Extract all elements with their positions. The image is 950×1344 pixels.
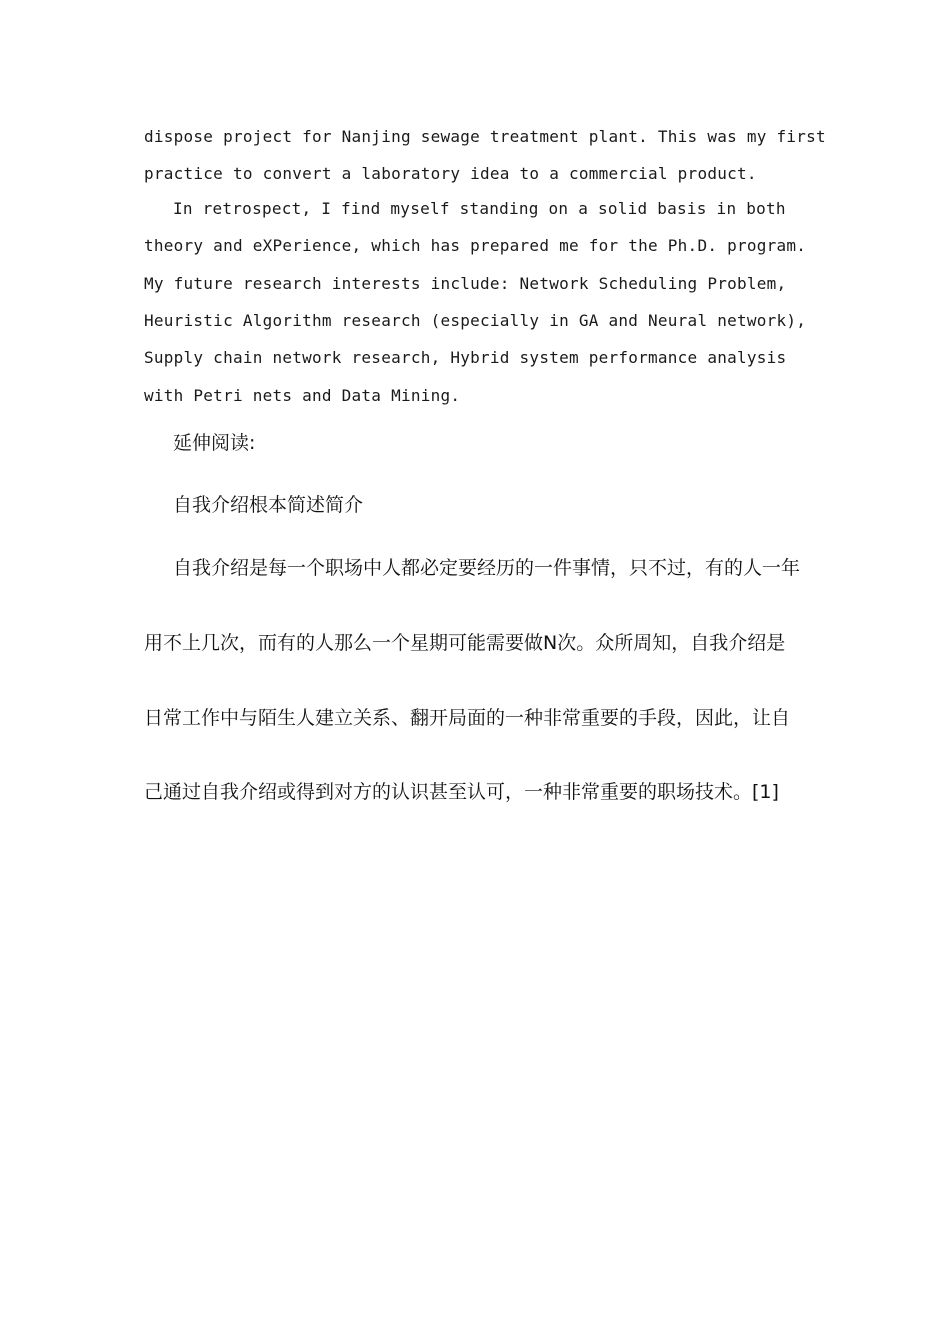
english-text-line: practice to convert a laboratory idea to a commercial product. [144, 164, 757, 183]
chinese-text-line: 用不上几次，而有的人那么一个星期可能需要做N次。众所周知，自我介绍是 [144, 632, 786, 654]
english-text-line: Supply chain network research, Hybrid system performance analysis [144, 348, 787, 367]
chinese-text-line: 自我介绍是每一个职场中人都必定要经历的一件事情，只不过，有的人一年 [173, 557, 801, 579]
english-text-line: In retrospect, I find myself standing on a solid basis in both [173, 199, 786, 218]
chinese-text-line: 己通过自我介绍或得到对方的认识甚至认可，一种非常重要的职场技术。[1] [144, 781, 779, 803]
english-text-line: theory and eXPerience, which has prepared me for the Ph.D. program. [144, 236, 807, 255]
english-text-line: My future research interests include: Network Scheduling Problem, [144, 274, 787, 293]
english-text-line: Heuristic Algorithm research (especially in GA and Neural network), [144, 311, 807, 330]
chinese-text-line: 日常工作中与陌生人建立关系、翻开局面的一种非常重要的手段，因此，让自 [144, 707, 791, 729]
further-reading-label: 延伸阅读: [173, 432, 256, 454]
section-heading: 自我介绍根本简述简介 [173, 494, 364, 516]
english-text-line: dispose project for Nanjing sewage treatment plant. This was my first [144, 127, 826, 146]
english-text-line: with Petri nets and Data Mining. [144, 386, 461, 405]
